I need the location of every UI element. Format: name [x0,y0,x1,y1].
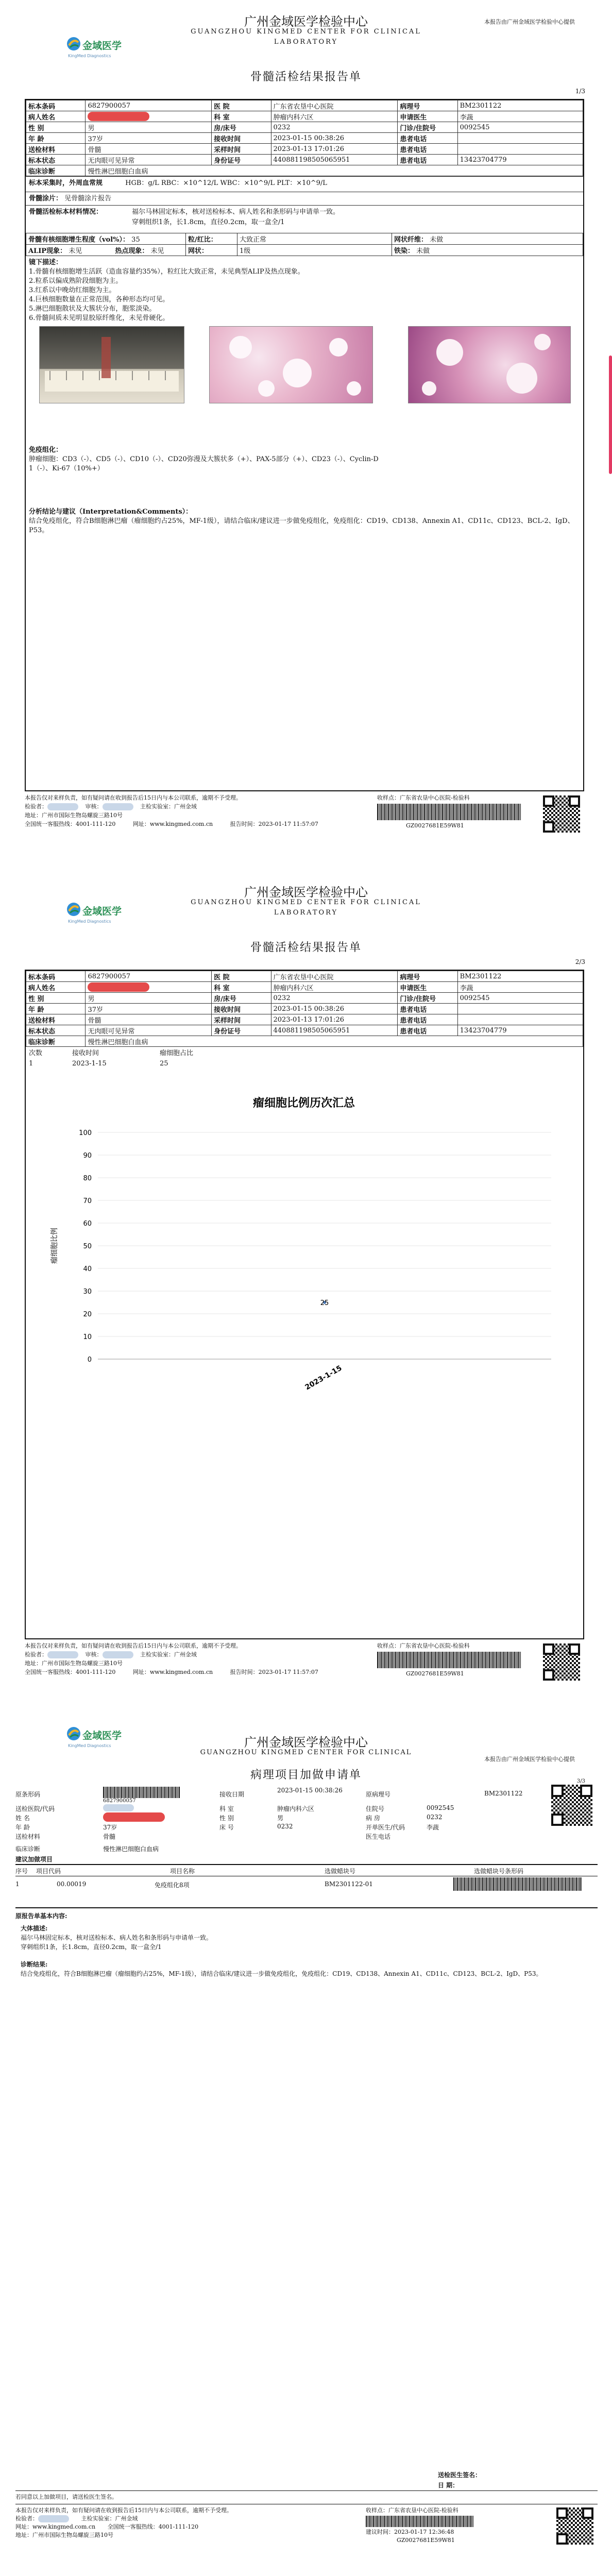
approver-label: 主检实验室： [140,803,174,810]
org-name-cn: 广州金域医学检验中心 [244,1735,368,1750]
barcode-icon [377,1652,521,1668]
org-name-en-2: LABORATORY [274,38,338,46]
pathology-no: BM2301122 [457,100,583,111]
label-sample-no: 标本条码 [26,971,86,982]
ihc-label: 免疫组化： [29,446,63,454]
recipient: 广东省农垦中心医院-检验科 [388,2507,458,2514]
address-label: 地址： [25,1660,42,1667]
report-time-label: 报告时间： [230,1669,259,1675]
label-gender: 性 别 [26,993,86,1004]
chart-title: 瘤细胞比例历次汇总 [252,1097,355,1110]
label-age: 年 龄 [26,1004,86,1014]
row-seq: 1 [15,1880,20,1888]
id-no: 440881198505065951 [271,1025,398,1036]
report-time-label: 报告时间： [230,821,259,827]
addon-body [15,1787,598,2544]
label-sample-type: 送检材料 [26,1014,86,1025]
doctor: 李蔬 [457,982,583,993]
ruler-image [40,327,184,403]
row-name: 免疫组化8项 [155,1882,190,1889]
receive-time: 2023-01-15 00:38:26 [271,1004,398,1014]
bed-no: 0232 [271,993,398,1004]
reticulin-label: 网状纤维： [394,236,428,244]
id-no: 440881198505065951 [271,155,398,165]
qr-code-icon [543,1643,580,1681]
bed-no: 0232 [271,122,398,133]
website-label: 网址： [132,821,150,827]
page1-footer [25,793,584,828]
authority-note: 本报告由广州金域医学检验中心提供 [484,1756,575,1762]
hospital: 广东省农垦中心医院 [271,100,398,111]
label-bed-no: 房/床号 [212,122,271,133]
mye-ratio-value: 大致正常 [237,233,392,245]
label-contact: 患者电话 [398,133,457,144]
bedno-value: 0232 [277,1823,293,1830]
sample-status: 无肉眼可见异常 [86,155,212,165]
address-label: 地址： [25,812,42,819]
addon-request-page [0,1721,612,2576]
contact-empty [457,1004,583,1014]
basic-content-label: 原报告单基本内容: [15,1912,67,1920]
report-frame [25,970,584,1639]
history-col-date: 接收时间 [72,1049,99,1057]
data-label: 25 [320,1299,329,1307]
name-label: 姓 名 [15,1815,30,1822]
department: 肿瘤内科六区 [271,111,398,122]
hotspot-label: 热点现象： [115,247,149,255]
label-clinical-dx: 临床诊断 [26,1036,86,1047]
history-col-count: 次数 [29,1049,43,1057]
label-sample-no: 标本条码 [26,100,86,111]
sample-type: 骨髓 [86,1014,212,1025]
hospital: 广东省农垦中心医院 [271,971,398,982]
history-row-count: 1 [29,1060,33,1067]
label-patient-phone: 患者电话 [398,1025,457,1036]
ward-value: 0232 [427,1814,443,1821]
disclaimer: 本报告仅对来样负责，如有疑问请在收到报告后15日内与本公司联系，逾期不予受理。 [25,1642,242,1649]
y-tick-label: 100 [79,1129,92,1137]
hotline-label: 全国统一客服热线： [25,1669,76,1675]
website-label: 网址： [132,1669,150,1675]
address: 广州市国际生物岛螺旋三路10号 [42,812,123,819]
suggest-time: 2023-01-17 12:36:48 [394,2529,454,2535]
receive-time: 2023-01-15 00:38:26 [271,133,398,144]
address: 广州市国际生物岛螺旋三路10号 [42,1660,123,1667]
microscopy-item: 4.巨核细胞数量在正常范围，各种形态均可见。 [29,296,169,303]
authority-note: 本报告由广州金域医学检验中心提供 [484,19,575,25]
hotline: 4001-111-120 [76,1669,116,1675]
addon-footer [15,2490,598,2501]
clinic-no: 0092545 [457,993,583,1004]
col-seq: 序号 [15,1868,28,1875]
bm-material [26,205,583,233]
alip-label: ALIP现象： [28,247,67,255]
reviewer-label: 审核： [85,803,103,810]
label-sample-type: 送检材料 [26,144,86,155]
history-table [26,1047,583,1071]
report-page-1 [0,0,612,871]
report-title: 骨髓活检结果报告单 [250,71,362,83]
label-collect-time: 采样时间 [212,1014,271,1025]
bone-smear-label: 骨髓涂片： [29,195,63,202]
label-department: 科 室 [212,982,271,993]
gross-line-1: 福尔马林固定标本，核对送检标本、病人姓名和条形码与申请单一致。 [21,1934,213,1941]
bone-smear [26,192,583,205]
history-row-date: 2023-1-15 [72,1060,107,1067]
phone-empty [457,1014,583,1025]
logo-text: 金域医学 [82,1730,122,1741]
approver-label: 主检实验室： [81,2515,115,2522]
microscopy-item: 5.淋巴细胞散状及大簇状分布，胞浆淡染。 [29,305,156,313]
bedno-label: 床 号 [219,1824,234,1831]
gender-value: 男 [277,1815,284,1822]
website: www.kingmed.com.cn [149,821,213,827]
website: www.kingmed.com.cn [149,1669,213,1675]
label-age: 年 龄 [26,133,86,144]
label-bed-no: 房/床号 [212,993,271,1004]
histology-photo-high [408,326,571,403]
address: 广州市国际生物岛螺旋三路10号 [32,2532,113,2538]
report-time: 2023-01-17 11:57:07 [258,821,318,827]
page2-footer [25,1641,584,1676]
hospital-code-label: 送检医院/代码 [15,1805,55,1812]
report-frame [25,99,584,791]
sample-type: 骨髓 [86,144,212,155]
gender: 男 [86,993,212,1004]
y-tick-label: 20 [83,1311,92,1318]
label-id-no: 身份证号 [212,1025,271,1036]
original-content [15,1907,598,1978]
website-label: 网址： [15,2523,32,2530]
phone-empty [457,144,583,155]
name-redacted [103,1812,165,1822]
gross-specimen-photo [39,326,184,403]
logo-subtitle: KingMed Diagnostics [68,1743,111,1748]
bm-material-line2: 穿刺组织1条，长1.8cm，直径0.2cm，取一盒全/1 [132,218,285,226]
blood-label: 标本采集时，外周血常规 [29,179,103,187]
addon-footer-info [15,2504,598,2544]
report-title: 骨髓活检结果报告单 [250,941,362,954]
inpatient-label: 住院号 [366,1805,385,1812]
page-number: 3/3 [576,1778,585,1784]
microscopy-item: 2.粒系以偏成熟阶段细胞为主。 [29,277,123,285]
sign-date-label: 日 期： [438,2482,459,2489]
y-tick-label: 60 [83,1220,92,1228]
orig-barcode-label: 原条形码 [15,1791,41,1798]
sign-label: 送检医生签名： [438,2471,482,2479]
doctor: 李蔬 [457,111,583,122]
y-tick-label: 0 [87,1356,92,1364]
histology-texture [210,327,373,403]
label-phone: 患者电话 [398,1014,457,1025]
interpretation-text: 结合免疫组化，符合B细胞淋巴瘤（瘤细胞约占25%，MF-1级），请结合临床/建议进一步做免疫组化，免疫组化：CD19、CD138、Annexin A1、CD11c、CD123、BCL-2、IgD、P53。 [29,517,574,534]
qr-code-icon [556,2507,593,2545]
pathology-no: BM2301122 [457,971,583,982]
label-receive-time: 接收时间 [212,1004,271,1014]
gross-label: 大体描述: [21,1925,48,1932]
website: www.kingmed.com.cn [32,2523,96,2530]
report-time: 2023-01-17 11:57:07 [258,1669,318,1675]
mf-value: 1级 [237,245,392,256]
conclusion-label: 诊断结果: [21,1961,48,1968]
address-label: 地址： [15,2532,32,2538]
examiner-label: 检验者： [15,2515,38,2522]
alip-value: 未见 [69,247,82,255]
label-doctor: 申请医生 [398,111,457,122]
inpatient-value: 0092545 [427,1804,454,1811]
logo-text: 金域医学 [82,40,122,52]
receive-label: 接收日期 [219,1791,245,1798]
logo-text: 金域医学 [82,906,122,917]
cellularity-label: 骨髓有核细胞增生程度（vol%）： [28,236,130,244]
gender-label: 性 别 [219,1815,234,1822]
material-value: 骨髓 [103,1833,116,1840]
hospital-code-redacted [103,1804,134,1811]
addon-title: 病理项目加做申请单 [250,1769,362,1782]
label-clinic-no: 门诊/住院号 [398,993,457,1004]
logo-subtitle: KingMed Diagnostics [68,919,111,924]
label-pathology-no: 病理号 [398,100,457,111]
disclaimer: 本报告仅对来样负责，如有疑问请在收到报告后15日内与本公司联系，逾期不予受理。 [15,2507,232,2514]
block-barcode-icon [453,1877,582,1891]
col-block: 选做蜡块号 [325,1868,356,1875]
ordering-doctor-label: 开单医生/代码 [366,1824,405,1831]
age-label: 年 龄 [15,1824,30,1831]
recipient: 广东省农垦中心医院-检验科 [400,1642,470,1649]
label-hospital: 医 院 [212,971,271,982]
mf-label: 网状： [188,247,209,255]
report-page-2 [0,871,612,1721]
ward-label: 病 房 [366,1815,380,1822]
examiner-label: 检验者： [25,1651,47,1658]
label-clinic-no: 门诊/住院号 [398,122,457,133]
col-block-barcode: 选做蜡块号条形码 [474,1868,524,1875]
ordering-doctor-value: 李蔬 [427,1824,439,1831]
label-collect-time: 采样时间 [212,144,271,155]
histology-texture-high [409,327,571,403]
bone-smear-value: 见骨髓涂片报告 [64,195,112,202]
gender: 男 [86,122,212,133]
reviewer-label: 审核： [85,1651,103,1658]
recipient-label: 收样点： [377,794,400,801]
label-gender: 性 别 [26,122,86,133]
tumor-ratio-chart [36,1071,572,1421]
cellularity-value: 35 [131,236,140,244]
kingmed-logo [66,902,138,931]
label-patient-phone: 患者电话 [398,155,457,165]
y-tick-label: 30 [83,1288,92,1296]
bm-material-label: 骨髓活检标本材料情况： [29,208,103,216]
sample-status: 无肉眼可见异常 [86,1025,212,1036]
reticulin-value: 未做 [430,236,444,244]
history-col-ratio: 瘤细胞占比 [160,1049,194,1057]
history-row-ratio: 25 [160,1060,168,1067]
org-name-en-1: GUANGZHOU KINGMED CENTER FOR CLINICAL [191,28,421,36]
microscopy-item: 3.红系以中晚幼红细胞为主。 [29,286,116,294]
patient-name-redacted [86,982,212,993]
conclusion-text: 结合免疫组化，符合B细胞淋巴瘤（瘤细胞约占25%，MF-1级），请结合临床/建议进一步做免疫组化，免疫组化：CD19、CD138、Annexin A1、CD11c、CD123、BCL-2、IgD、P53。 [21,1970,542,1977]
y-tick-label: 80 [83,1175,92,1182]
recipient-label: 收样点： [377,1642,400,1649]
lab-name: 广州金域 [115,2515,138,2522]
qr-code-icon [543,795,580,833]
department: 肿瘤内科六区 [271,982,398,993]
approver-label: 主检实验室： [140,1651,174,1658]
org-name-cn: 广州金域医学检验中心 [244,14,368,29]
patient-info-table [26,100,583,176]
row-block: BM2301122-01 [325,1880,373,1888]
patient-info-table [26,971,583,1047]
label-sample-status: 标本状态 [26,1025,86,1036]
age-value: 37岁 [103,1824,117,1831]
age: 37岁 [86,133,212,144]
mye-ratio-label: 粒/红比： [188,236,217,244]
logo-subtitle: KingMed Diagnostics [68,54,111,58]
suggest-time-label: 建议时间： [366,2529,394,2535]
page-number: 2/3 [575,958,585,965]
orig-barcode-icon [103,1787,180,1798]
receive-value: 2023-01-15 00:38:26 [277,1787,343,1794]
items-row [15,1876,598,1907]
ihc-section [26,444,583,485]
sample-no: 6827900057 [86,100,212,111]
microscopy-item: 6.骨髓间质未见明显胶原纤维化，未见骨硬化。 [29,314,169,322]
clinic-dx-value: 慢性淋巴细胞白血病 [103,1845,159,1853]
barcode-icon [377,804,521,820]
patient-phone: 13423704779 [457,155,583,165]
histology-photo-low [209,326,373,403]
attention-note: 若同意以上加做项目，请送检医生签名。 [15,2494,117,2500]
items-header: 建议加做项目 [15,1855,598,1865]
y-tick-label: 70 [83,1197,92,1205]
patient-phone: 13423704779 [457,1025,583,1036]
ihc-text-1: 肿瘤细胞：CD3（-）、CD5（-）、CD10（-）、CD20弥漫及大簇状多（+）、PAX-5部分（+）、CD23（-）、Cyclin-D [29,455,379,463]
collect-time: 2023-01-13 17:01:26 [271,144,398,155]
label-doctor: 申请医生 [398,982,457,993]
ihc-text-2: 1（-）、Ki-67（10%+） [29,465,104,472]
barcode-icon [366,2516,474,2527]
sample-no: 6827900057 [86,971,212,982]
sign-area [438,2470,481,2490]
label-phone: 患者电话 [398,144,457,155]
bm-material-line1: 福尔马林固定标本，核对送检标本、病人姓名和条形码与申请单一致。 [132,208,340,216]
items-head-row [15,1865,598,1876]
y-axis-label: 瘤细胞比例 [50,1228,59,1264]
orig-pathology-value: BM2301122 [484,1790,523,1797]
contact-empty [457,133,583,144]
label-receive-time: 接收时间 [212,133,271,144]
hotline-label: 全国统一客服热线： [25,821,76,827]
clinical-dx: 慢性淋巴细胞白血病 [86,1036,583,1047]
org-name-en-1: GUANGZHOU KINGMED CENTER FOR CLINICAL [200,1749,412,1756]
label-contact: 患者电话 [398,1004,457,1014]
recipient: 广东省农垦中心医院-检验科 [400,794,470,801]
clinic-no: 0092545 [457,122,583,133]
label-patient-name: 病人姓名 [26,982,86,993]
microscopy-item: 1.骨髓有核细胞增生活跃（造血容量约35%），粒红比大致正常，未见典型ALIP及热点现象。 [29,268,304,276]
y-tick-label: 90 [83,1152,92,1160]
iron-label: 铁染： [394,247,415,255]
microscopy-section [26,256,583,322]
iron-value: 未做 [416,247,430,255]
orig-pathology-label: 原病理号 [366,1791,391,1798]
lab-name: 广州金域 [174,803,197,810]
clinical-dx: 慢性淋巴细胞白血病 [86,165,583,176]
blood-routine [26,176,583,192]
lab-name: 广州金域 [174,1651,197,1658]
interpretation-section [26,505,583,537]
col-name: 项目名称 [170,1868,195,1875]
label-department: 科 室 [212,111,271,122]
label-pathology-no: 病理号 [398,971,457,982]
y-tick-label: 10 [83,1333,92,1341]
clinic-dx-label: 临床诊断 [15,1845,41,1853]
hotline-label: 全国统一客服热线： [107,2523,159,2530]
row-code: 00.00019 [57,1880,87,1888]
qr-code-icon [551,1785,592,1826]
department-label: 科 室 [219,1805,234,1812]
age: 37岁 [86,1004,212,1014]
label-clinical-dx: 临床诊断 [26,165,86,176]
interpretation-label: 分析结论与建议（Interpretation&Comments）： [29,508,193,516]
patient-name-redacted [86,111,212,122]
label-id-no: 身份证号 [212,155,271,165]
microscopy-label: 镜下描述： [29,259,63,266]
footer-code: GZ0027681E59W81 [397,2537,455,2544]
x-tick-label: 2023-1-15 [303,1364,344,1392]
y-tick-label: 40 [83,1265,92,1273]
blood-values: HGB：g/L RBC：×10^12/L WBC：×10^9/L PLT：×10^9/L [125,179,327,187]
material-label: 送检材料 [15,1833,41,1840]
examiner-label: 检验者： [25,803,47,810]
hotline: 4001-111-120 [76,821,116,827]
orig-barcode-value: 6827900057 [103,1798,136,1804]
logo-mark-icon [66,902,81,917]
y-tick-label: 50 [83,1243,92,1250]
recipient-label: 收样点： [366,2507,388,2514]
disclaimer: 本报告仅对来样负责，如有疑问请在收到报告后15日内与本公司联系，逾期不予受理。 [25,794,242,801]
page-number: 1/3 [575,88,585,95]
org-name-cn: 广州金域医学检验中心 [244,885,368,900]
hotspot-value: 未见 [150,247,164,255]
label-patient-name: 病人姓名 [26,111,86,122]
gross-line-2: 穿刺组织1条，长1.8cm，直径0.2cm，取一盒全/1 [21,1943,162,1951]
department-value: 肿瘤内科六区 [277,1805,315,1812]
org-name-en-2: LABORATORY [274,909,338,917]
hotline: 4001-111-120 [158,2523,199,2530]
scrollbar-thumb[interactable] [609,355,612,474]
org-name-en-1: GUANGZHOU KINGMED CENTER FOR CLINICAL [191,899,421,906]
cellularity-table [26,233,583,256]
specimen-photos [26,322,583,425]
barcode-code: GZ0027681E59W81 [406,1670,464,1677]
collect-time: 2023-01-13 17:01:26 [271,1014,398,1025]
label-hospital: 医 院 [212,100,271,111]
doctor-phone-label: 医生电话 [366,1833,391,1840]
barcode-code: GZ0027681E59W81 [406,822,464,829]
label-sample-status: 标本状态 [26,155,86,165]
col-code: 项目代码 [36,1868,61,1875]
